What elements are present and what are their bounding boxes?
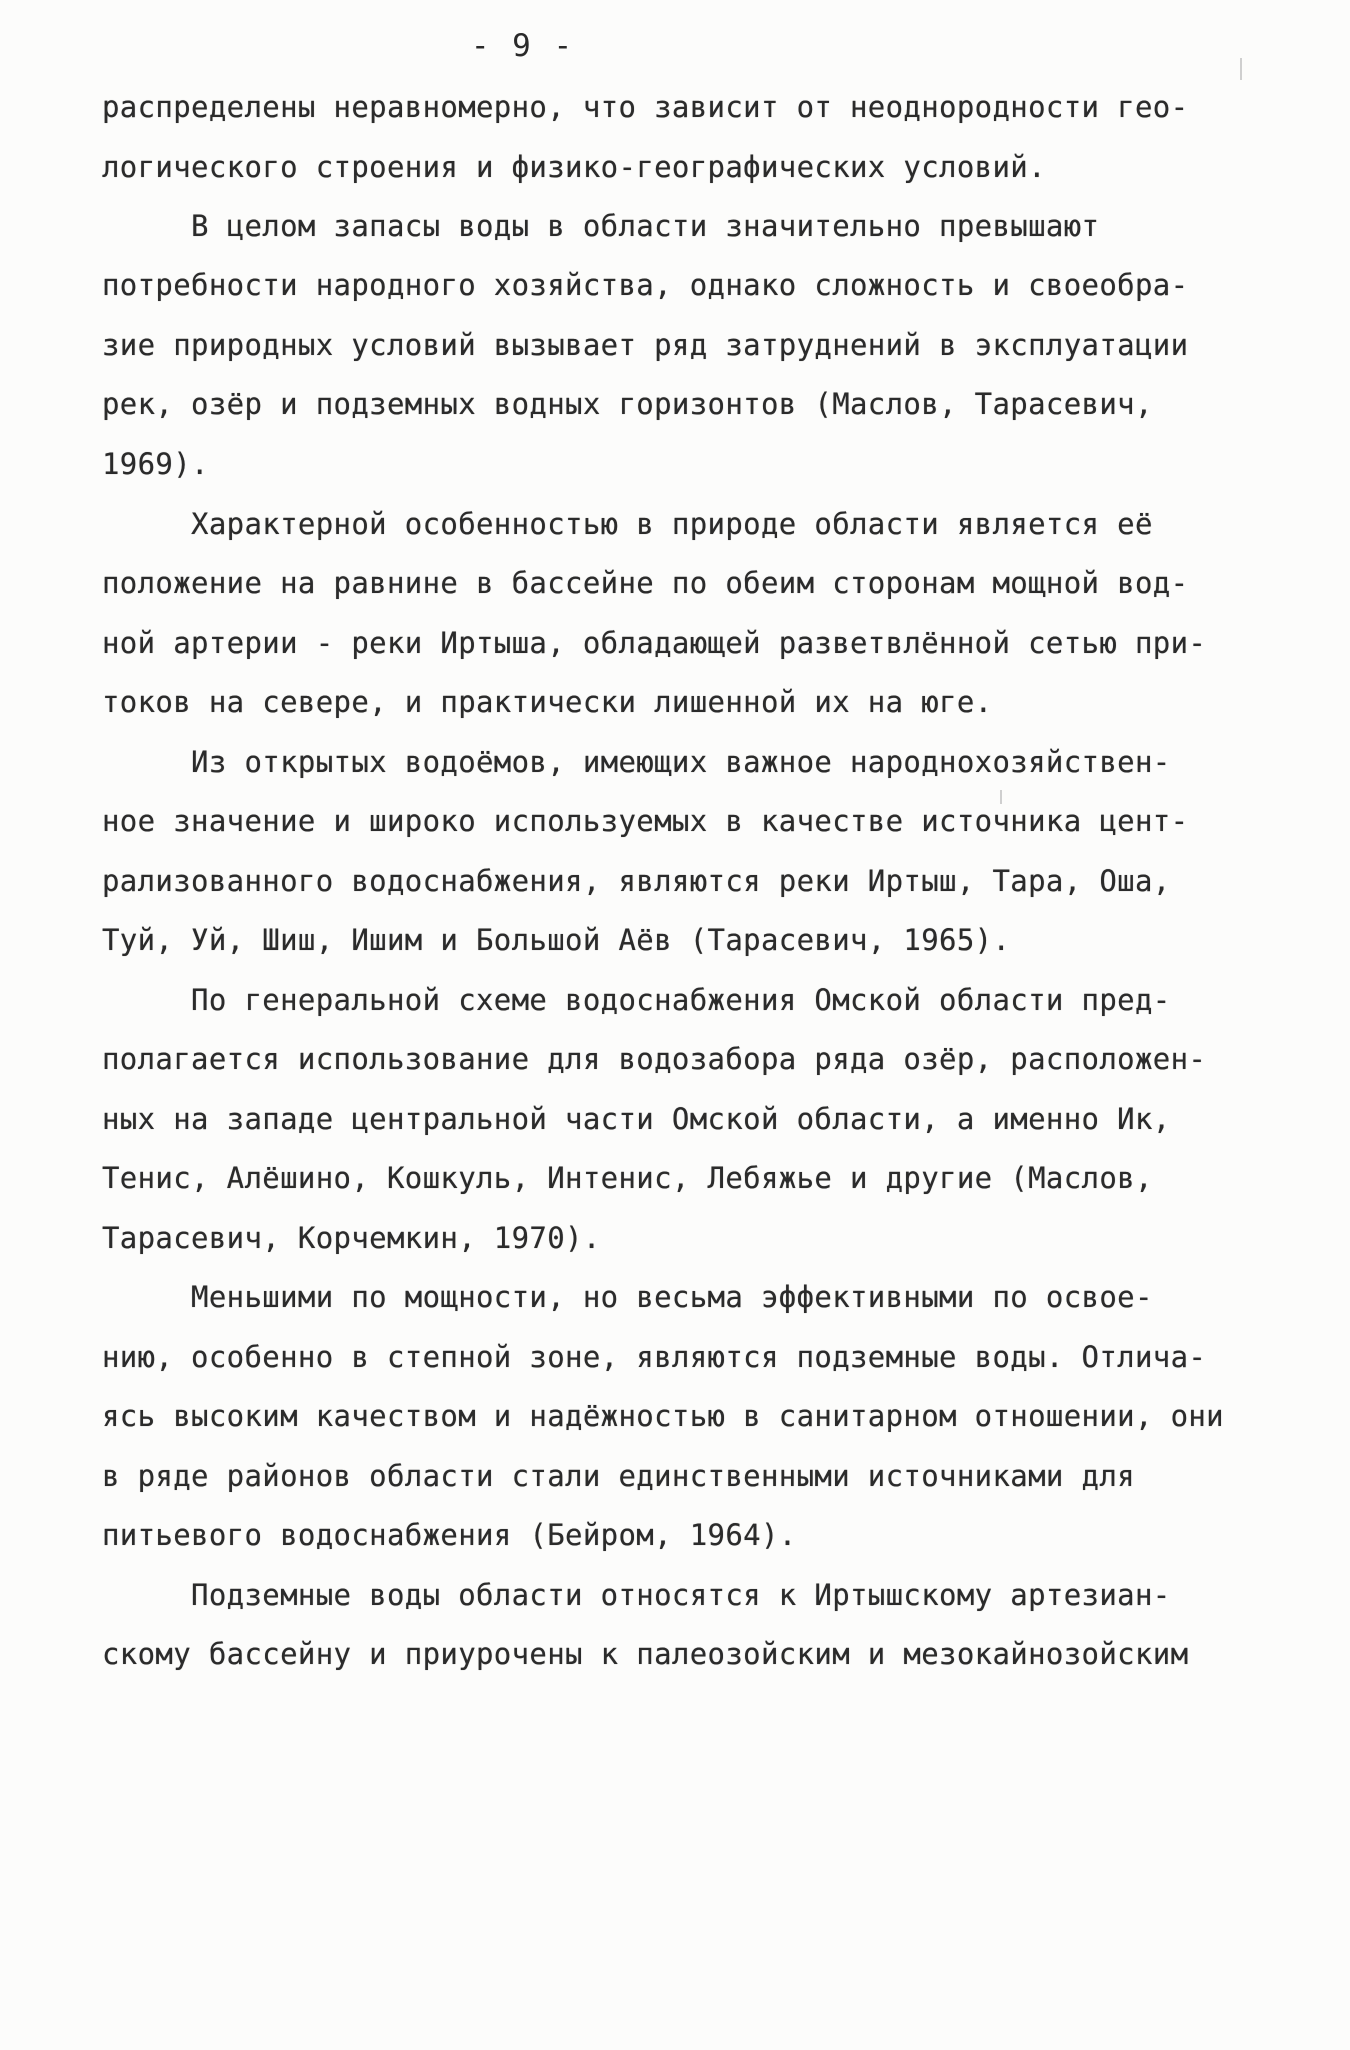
paragraph-first-line: В целом запасы воды в области значительно превышают (102, 209, 1100, 243)
text-line: распределены неравномерно, что зависит от неоднородности гео- (102, 90, 1189, 124)
text-line: Тенис, Алёшино, Кошкуль, Интенис, Лебяжье и другие (Маслов, (102, 1161, 1153, 1195)
text-line: полагается использование для водозабора ряда озёр, расположен- (102, 1042, 1207, 1076)
text-line: скому бассейну и приурочены к палеозойским и мезокайнозойским (102, 1637, 1189, 1671)
text-line: нию, особенно в степной зоне, являются подземные воды. Отлича- (102, 1340, 1207, 1374)
text-line: питьевого водоснабжения (Бейром, 1964). (102, 1518, 797, 1552)
paragraph-first-line: По генеральной схеме водоснабжения Омской области пред- (102, 983, 1171, 1017)
text-line: потребности народного хозяйства, однако сложность и своеобра- (102, 268, 1189, 302)
text-line: зие природных условий вызывает ряд затруднений в эксплуатации (102, 328, 1189, 362)
text-line: логического строения и физико-географических условий. (102, 150, 1046, 184)
scan-edge-mark (1240, 58, 1242, 80)
text-line: положение на равнине в бассейне по обеим сторонам мощной вод- (102, 566, 1189, 600)
text-line: в ряде районов области стали единственными источниками для (102, 1459, 1135, 1493)
text-line: ной артерии - реки Иртыша, обладающей разветвлённой сетью при- (102, 626, 1207, 660)
text-line: Тарасевич, Корчемкин, 1970). (102, 1221, 601, 1255)
paragraph-first-line: Меньшими по мощности, но весьма эффективными по освое- (102, 1280, 1153, 1314)
text-line: ное значение и широко используемых в качестве источника цент- (102, 804, 1189, 838)
text-line: рек, озёр и подземных водных горизонтов (Маслов, Тарасевич, (102, 387, 1153, 421)
text-line: 1969). (102, 447, 209, 481)
page-number: - 9 - (470, 28, 575, 64)
paragraph-first-line: Из открытых водоёмов, имеющих важное народнохозяйствен- (102, 745, 1171, 779)
text-line: ясь высоким качеством и надёжностью в санитарном отношении, они (102, 1399, 1224, 1433)
text-line: Туй, Уй, Шиш, Ишим и Большой Аёв (Тарасевич, 1965). (102, 923, 1011, 957)
scan-edge-mark (1000, 790, 1002, 804)
paragraph-first-line: Подземные воды области относятся к Иртышскому артезиан- (102, 1578, 1171, 1612)
paragraph-first-line: Характерной особенностью в природе области является её (102, 507, 1153, 541)
text-line: токов на севере, и практически лишенной их на юге. (102, 685, 993, 719)
text-line: ных на западе центральной части Омской области, а именно Ик, (102, 1102, 1171, 1136)
text-line: рализованного водоснабжения, являются реки Иртыш, Тара, Оша, (102, 864, 1171, 898)
